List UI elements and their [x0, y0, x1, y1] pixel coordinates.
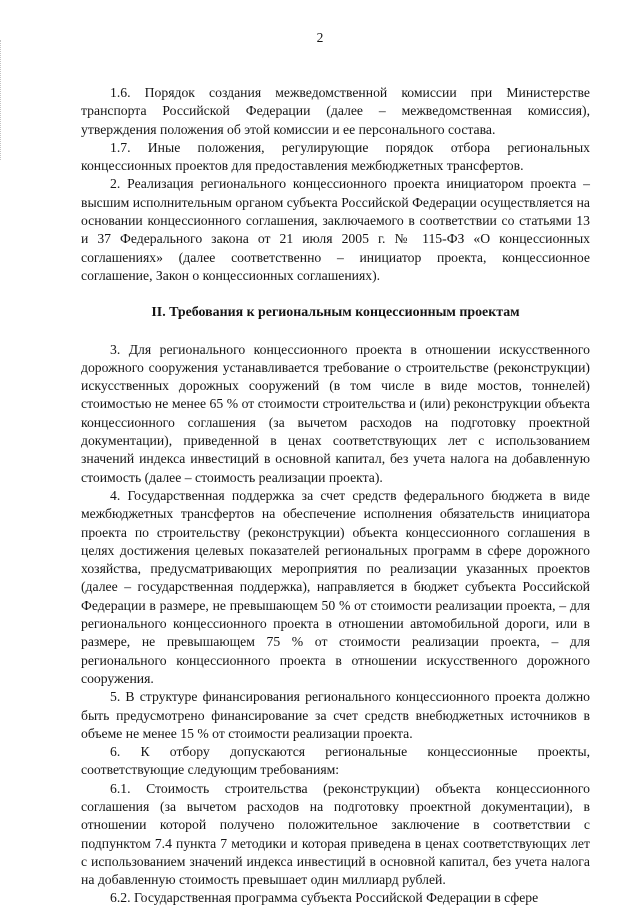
document-body: [81, 84, 590, 908]
section-heading: II. Требования к региональным концессионным проектам: [151, 305, 520, 321]
paragraph-5: 5. В структуре финансирования регионального концессионного проекта должно быть предусмотрено финансирование за счет средств внебюджетных источников в объеме не менее 15 % от стоимости реализации проекта.: [81, 689, 590, 741]
paragraph-1-6: 1.6. Порядок создания межведомственной комиссии при Министерстве транспорта Российской Федерации (далее – межведомственная комиссия), утверждения положения об этой комиссии и ее персонального состава.: [81, 85, 590, 137]
paragraph-6-1: 6.1. Стоимость строительства (реконструкции) объекта концессионного соглашения (за вычетом расходов на подготовку проектной документации), в отношении которой получено положительное заключение в соответствии с подпунктом 7.4 пункта 7 методики и которая приведена в ценах соответствующих лет с использованием значений индекса инвестиций в основной капитал, без учета налога на добавленную стоимость превышает один миллиард рублей.: [81, 780, 590, 888]
paragraph-6-2: 6.2. Государственная программа субъекта Российской Федерации в сфере: [110, 890, 539, 906]
paragraph-2: 2. Реализация регионального концессионного проекта инициатором проекта – высшим исполнительным органом субъекта Российской Федерации осуществляется на основании концессионного соглашения, заключаемого в соответствии со статьями 13 и 37 Федерального закона от 21 июля 2005 г. № 115-ФЗ «О концессионных соглашениях» (далее соответственно – инициатор проекта, концессионное соглашение, Закон о концессионных соглашениях).: [81, 176, 590, 283]
page-number: 2: [316, 30, 324, 45]
paragraph-4: 4. Государственная поддержка за счет средств федерального бюджета в виде межбюджетных трансфертов на обеспечение исполнения обязательств инициатора проекта по строительству (реконструкции) объекта концессионного соглашения в целях достижения целевых показателей региональных программ в сфере дорожного хозяйства, предусматривающих мероприятия по реализации указанных проектов (далее – государственная поддержка), направляется в бюджет субъекта Российской Федерации в размере, не превышающем 50 % от стоимости реализации проекта, – для регионального концессионного проекта в отношении автомобильной дороги, или в размере, не превышающем 75 % от стоимости реализации проекта, – для регионального концессионного проекта в отношении искусственного дорожного сооружения.: [81, 487, 590, 686]
paragraph-3: 3. Для регионального концессионного проекта в отношении искусственного дорожного сооружения устанавливается требование о строительстве (реконструкции) искусственных дорожных сооружений (в том числе в виде мостов, тоннелей) стоимостью не менее 65 % от стоимости строительства и (или) реконструкции объекта концессионного соглашения (за вычетом расходов на подготовку проектной документации), приведенной в ценах соответствующих лет с использованием значений индекса инвестиций в основной капитал, без учета налога на добавленную стоимость (далее – стоимость реализации проекта).: [81, 341, 590, 485]
paragraph-6: 6. К отбору допускаются региональные концессионные проекты, соответствующие следующим требованиям:: [81, 744, 590, 778]
paragraph-1-7: 1.7. Иные положения, регулирующие порядок отбора региональных концессионных проектов для предоставления межбюджетных трансфертов.: [81, 139, 590, 174]
scan-binding-marks: [0, 40, 4, 160]
